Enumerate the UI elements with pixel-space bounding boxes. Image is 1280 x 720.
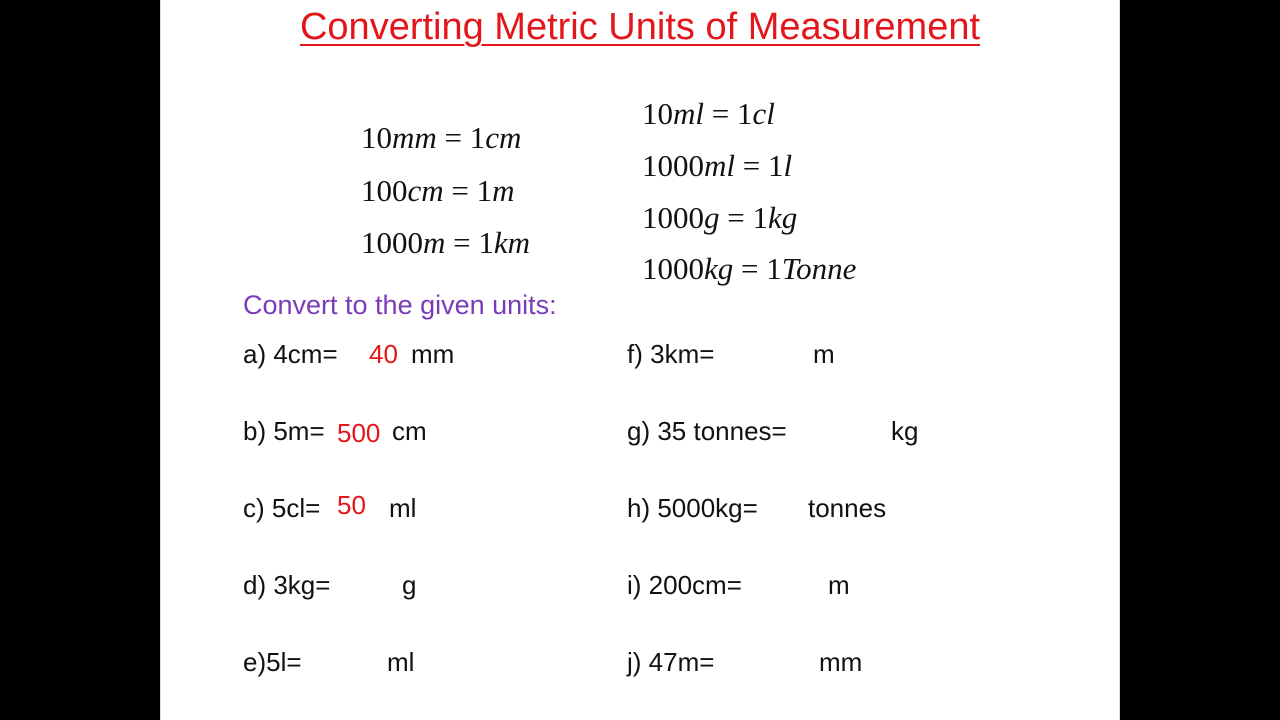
eq-lhs-unit: ml (673, 96, 704, 131)
eq-sign: = (719, 200, 753, 235)
eq-lhs-num: 1000 (642, 251, 704, 286)
eq-lhs-num: 100 (361, 173, 408, 208)
question-i-prompt: i) 200cm= (627, 570, 742, 600)
eq-rhs-unit: l (783, 148, 793, 183)
eq-rhs-num: 1 (752, 200, 768, 235)
question-g-unit: kg (891, 416, 919, 446)
question-a-answer: 40 (369, 339, 398, 369)
question-c-answer: 50 (337, 490, 366, 520)
question-a-unit: mm (411, 339, 455, 369)
eq-sign: = (443, 173, 477, 208)
question-h-prompt: h) 5000kg= (627, 493, 758, 523)
equation-m-km (361, 225, 530, 261)
question-f-prompt: f) 3km= (627, 339, 715, 369)
question-f-unit: m (813, 339, 835, 369)
eq-rhs-num: 1 (478, 225, 494, 260)
question-e-prompt: e)5l= (243, 647, 302, 677)
eq-lhs-unit: m (423, 225, 446, 260)
eq-lhs-num: 1000 (642, 148, 704, 183)
eq-sign: = (735, 148, 768, 183)
eq-rhs-unit: cl (752, 96, 775, 131)
eq-lhs-num: 10 (642, 96, 673, 131)
eq-sign: = (436, 120, 470, 155)
eq-rhs-num: 1 (736, 96, 753, 131)
equation-mm-cm (361, 120, 521, 156)
eq-rhs-unit: Tonne (781, 251, 857, 286)
eq-lhs-unit: cm (407, 173, 444, 208)
eq-rhs-num: 1 (469, 120, 486, 155)
eq-lhs-num: 1000 (361, 225, 423, 260)
equation-kg-tonne (642, 251, 856, 287)
eq-sign: = (445, 225, 479, 260)
slide (160, 0, 1120, 720)
eq-rhs-unit: km (493, 225, 531, 260)
eq-rhs-unit: kg (767, 200, 798, 235)
question-e-unit: ml (387, 647, 415, 677)
eq-rhs-num: 1 (766, 251, 782, 286)
eq-lhs-unit: mm (392, 120, 437, 155)
eq-lhs-unit: g (704, 200, 720, 235)
question-b-prompt: b) 5m= (243, 416, 325, 446)
question-h-unit: tonnes (808, 493, 887, 523)
eq-rhs-num: 1 (476, 173, 493, 208)
question-b-answer: 500 (337, 418, 381, 448)
question-a-prompt: a) 4cm= (243, 339, 338, 369)
instruction-text: Convert to the given units: (243, 290, 557, 320)
eq-rhs-unit: cm (485, 120, 522, 155)
question-j-prompt: j) 47m= (627, 647, 715, 677)
eq-sign: = (733, 251, 767, 286)
eq-lhs-num: 10 (361, 120, 392, 155)
question-d-prompt: d) 3kg= (243, 570, 331, 600)
eq-sign: = (704, 96, 737, 131)
eq-lhs-unit: kg (704, 251, 734, 286)
equation-cm-m (361, 173, 515, 209)
eq-lhs-unit: ml (704, 148, 735, 183)
question-c-prompt: c) 5cl= (243, 493, 321, 523)
equation-ml-cl (642, 96, 775, 132)
question-i-unit: m (828, 570, 850, 600)
question-d-unit: g (402, 570, 417, 600)
eq-lhs-num: 1000 (642, 200, 704, 235)
slide-title: Converting Metric Units of Measurement (299, 6, 981, 48)
question-b-unit: cm (392, 416, 427, 446)
question-g-prompt: g) 35 tonnes= (627, 416, 787, 446)
equation-ml-l (642, 148, 792, 184)
question-j-unit: mm (819, 647, 863, 677)
eq-rhs-num: 1 (767, 148, 784, 183)
question-c-unit: ml (389, 493, 417, 523)
equation-g-kg (642, 200, 797, 236)
eq-rhs-unit: m (492, 173, 515, 208)
